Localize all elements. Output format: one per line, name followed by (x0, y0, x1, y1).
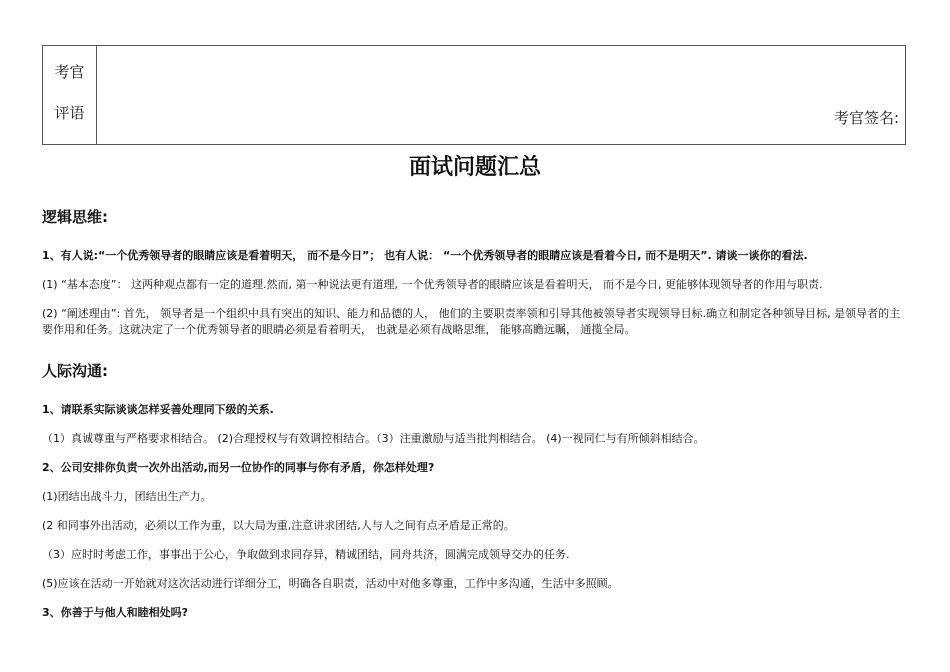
logic-question-1: 1、有人说:“一个优秀领导者的眼睛应该是看着明天， 而不是今日”； 也有人说： “一个优秀领导者的眼睛应该是看着今日, 而不是明天”. 请谈一谈你的看法. (42, 249, 808, 262)
comment-label: 评语 (54, 104, 85, 122)
communication-answer-1: （1）真诚尊重与严格要求相结合。 (2)合理授权与有效调控相结合。（3）注重激励与适当批判相结合。 (4)一视同仁与有所倾斜相结合。 (42, 432, 705, 445)
communication-question-3: 3、你善于与他人和睦相处吗? (42, 606, 189, 619)
section-heading-logic: 逻辑思维: (42, 208, 108, 226)
logic-answer-2: (2) “阐述理由”: 首先， 领导者是一个组织中具有突出的知识、能力和品德的人， 他们的主要职责率领和引导其他被领导者实现领导目标.确立和制定各种领导目标, 是领导者的主要作用和任务。这就决定了一个优秀领导者的眼睛必须是看着明天， 也就是必须有战略思维， 能够高瞻远瞩， 通揽全局。 (42, 307, 901, 336)
communication-answer-2-5: (5)应该在活动一开始就对这次活动进行详细分工，明确各自职责，活动中对他多尊重，工作中多沟通，生活中多照顾。 (42, 577, 619, 590)
communication-question-2: 2、公司安排你负责一次外出活动,而另一位协作的同事与你有矛盾，你怎样处理? (42, 461, 435, 474)
logic-answer-1: (1) “基本态度”： 这两种观点都有一定的道理.然而, 第一种说法更有道理, 一个优秀领导者的眼睛应该是看着明天， 而不是今日, 更能够体现领导者的作用与职责. (42, 278, 823, 291)
communication-answer-2-3: （3）应时时考虑工作，事事出于公心，争取做到求同存异，精诚团结，同舟共济，圆满完成领导交办的任务. (42, 548, 570, 561)
examiner-comment-label-cell (43, 46, 97, 144)
communication-answer-2-2: (2 和同事外出活动，必须以工作为重，以大局为重,注意讲求团结,人与人之间有点矛盾是正常的。 (42, 519, 515, 532)
examiner-label: 考官 (54, 63, 85, 81)
communication-answer-2-1: (1)团结出战斗力，团结出生产力。 (42, 490, 212, 503)
examiner-comment-box (42, 45, 906, 145)
section-heading-communication: 人际沟通: (42, 362, 108, 380)
examiner-signature-label: 考官签名: (833, 109, 899, 127)
document-title: 面试问题汇总 (408, 155, 541, 180)
communication-question-1: 1、请联系实际谈谈怎样妥善处理同下级的关系. (42, 403, 274, 416)
